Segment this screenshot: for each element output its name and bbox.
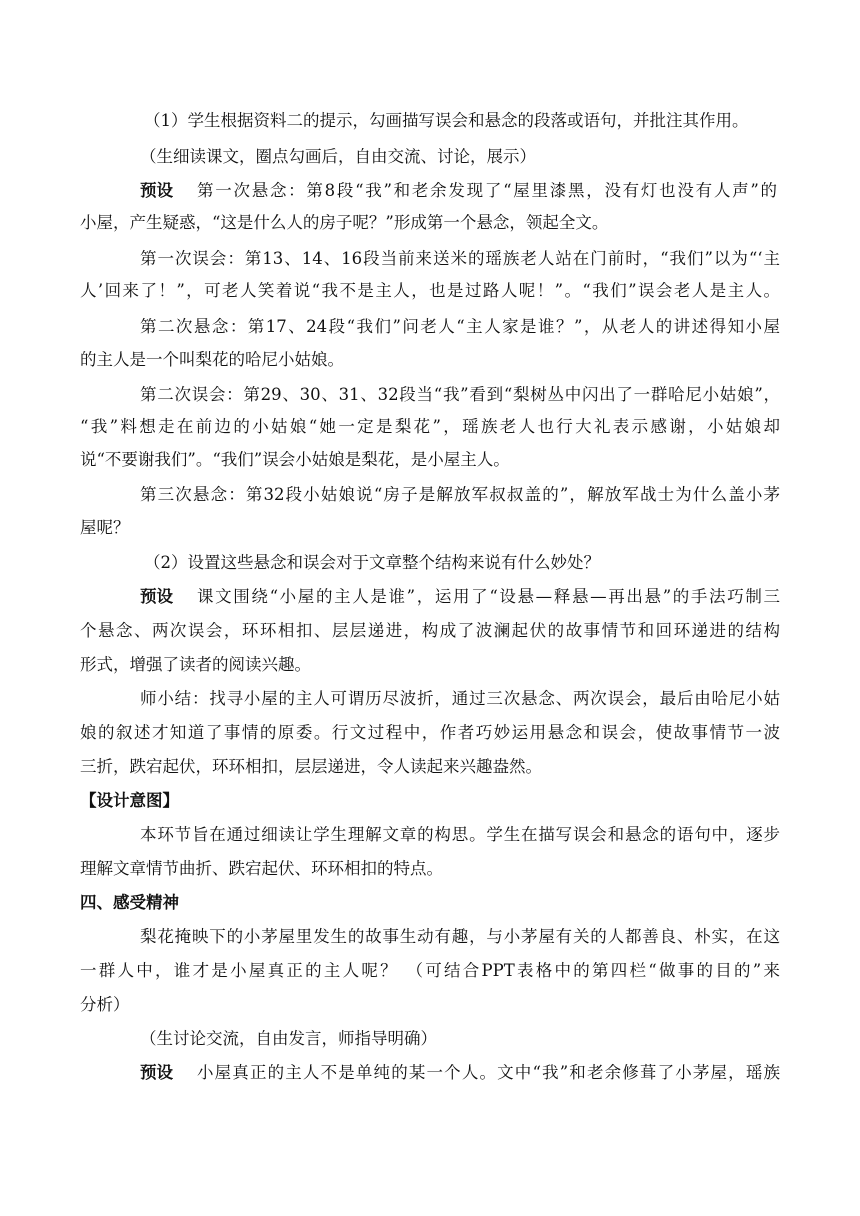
paragraph-line: 个悬念、两次误会，环环相扣、层层递进，构成了波澜起伏的故事情节和回环递进的结构 (80, 621, 780, 640)
paragraph-line: 梨花掩映下的小茅屋里发生的故事生动有趣，与小茅屋有关的人都善良、朴实，在这 (140, 927, 780, 946)
paragraph-line: 三折，跌宕起伏，环环相扣，层层递进，令人读起来兴趣盎然。 (80, 757, 542, 776)
paragraph-line: （1）学生根据资料二的提示，勾画描写误会和悬念的段落或语句，并批注其作用。 (144, 111, 749, 130)
paragraph-line: （生细读课文，圈点勾画后，自由交流、讨论，展示） (140, 147, 536, 166)
section-heading: 四、感受精神 (80, 893, 179, 912)
paragraph-line: 理解文章情节曲折、跌宕起伏、环环相扣的特点。 (80, 859, 443, 878)
paragraph-line: （生讨论交流，自由发言，师指导明确） (140, 1029, 437, 1048)
paragraph-line: 小屋，产生疑惑，“这是什么人的房子呢？”形成第一个悬念，领起全文。 (80, 213, 609, 232)
preset-label: 预设 (140, 587, 173, 606)
paragraph-line: 形式，增强了读者的阅读兴趣。 (80, 655, 311, 674)
paragraph-line: 第二次悬念：第17、24段“我们”问老人“主人家是谁？”，从老人的讲述得知小屋 (140, 317, 780, 336)
paragraph-line: 屋呢？ (80, 518, 130, 537)
paragraph-line: 师小结：找寻小屋的主人可谓历尽波折，通过三次悬念、两次误会，最后由哈尼小姑 (140, 689, 780, 708)
paragraph-line: 分析） (80, 995, 130, 1014)
paragraph-line: “我”料想走在前边的小姑娘“她一定是梨花”，瑶族老人也行大礼表示感谢，小姑娘却 (80, 417, 780, 436)
paragraph-line: 的主人是一个叫梨花的哈尼小姑娘。 (80, 350, 344, 369)
paragraph-line: 娘的叙述才知道了事情的原委。行文过程中，作者巧妙运用悬念和误会，使故事情节一波 (80, 723, 780, 742)
preset-label: 预设 (140, 1063, 173, 1082)
paragraph-line: 第二次误会：第29、30、31、32段当“我”看到“梨树丛中闪出了一群哈尼小姑娘”， (140, 385, 780, 404)
paragraph-line: 第一次悬念：第8段“我”和老余发现了“屋里漆黑，没有灯也没有人声”的 (197, 181, 777, 200)
paragraph-line: 本环节旨在通过细读让学生理解文章的构思。学生在描写误会和悬念的语句中，逐步 (140, 825, 780, 844)
paragraph-line: 第三次悬念：第32段小姑娘说“房子是解放军叔叔盖的”，解放军战士为什么盖小茅 (140, 485, 780, 504)
preset-label: 预设 (140, 181, 173, 200)
section-heading: 【设计意图】 (80, 791, 179, 810)
paragraph-line: 人’回来了！”，可老人笑着说“我不是主人，也是过路人呢！”。“我们”误会老人是主人。 (80, 281, 780, 300)
paragraph-line: 一群人中，谁才是小屋真正的主人呢？ （可结合PPT表格中的第四栏“做事的目的”来 (80, 961, 780, 980)
paragraph-line: （2）设置这些悬念和误会对于文章整个结构来说有什么妙处？ (144, 553, 600, 572)
paragraph-line: 小屋真正的主人不是单纯的某一个人。文中“我”和老余修葺了小茅屋，瑶族 (197, 1063, 780, 1082)
paragraph-line: 说“不要谢我们”。“我们”误会小姑娘是梨花，是小屋主人。 (80, 450, 510, 469)
paragraph-line: 第一次误会：第13、14、16段当前来送米的瑶族老人站在门前时，“我们”以为“‘主 (140, 249, 780, 268)
paragraph-line: 课文围绕“小屋的主人是谁”，运用了“设悬—释悬—再出悬”的手法巧制三 (197, 587, 780, 606)
